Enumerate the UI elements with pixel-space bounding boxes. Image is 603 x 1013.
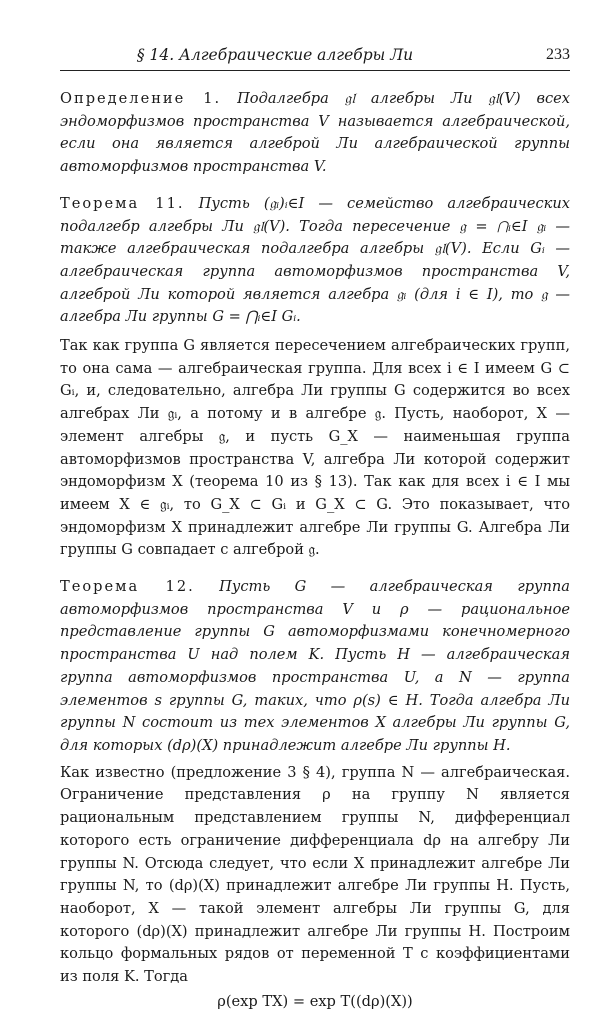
theorem-12-label: Теорема 12. [60,578,195,596]
header-rule [60,70,570,71]
definition-text: Подалгебра 𝔤𝔩 алгебры Ли 𝔤𝔩(V) всех эндоморфизмов пространства V называется алгебраической, если она является алгеброй Ли алгебраической группы автоморфизмов пространства V. [60,90,570,176]
running-header [60,44,570,66]
definition-label: Определение 1. [60,90,222,107]
theorem-11-label: Теорема 11. [60,194,185,212]
header-title: § 14. Алгебраические алгебры Ли [136,46,414,64]
display-formula: ρ(exp TX) = exp T((dρ)(X)) [217,992,413,1010]
proof-11: Так как группа G является пересечением алгебраических групп, то она сама — алгебраическая группа. Для всех i ∈ I имеем G ⊂ Gᵢ, и, следовательно, алгебра Ли группы G содержится во всех алгебрах Ли 𝔤ᵢ, а потому и в алгебре 𝔤. Пусть, наоборот, X — элемент алгебры 𝔤, и пусть G_X — наименьшая группа автоморфизмов пространства V, алгебра Ли которой содержит эндоморфизм X (теорема 10 из § 13). Так как для всех i ∈ I мы имеем X ∈ 𝔤ᵢ, то G_X ⊂ Gᵢ и G_X ⊂ G. Это показывает, что эндоморфизм X принадлежит алгебре Ли группы G. Алгебра Ли группы G совпадает с алгеброй 𝔤. [60,337,570,559]
page-body [60,88,570,1013]
page-number: 233 [546,46,570,63]
theorem-11-text: Пусть (𝔤ᵢ)ᵢ∈I — семейство алгебраических подалгебр алгебры Ли 𝔤𝔩(V). Тогда пересечение 𝔤 = ⋂ᵢ∈I 𝔤ᵢ — также алгебраическая подалгебра алгебры 𝔤𝔩(V). Если Gᵢ — алгебраическая группа автоморфизмов пространства V, алгеброй Ли которой является алгебра 𝔤ᵢ (для i ∈ I), то 𝔤 — алгебра Ли группы G = ⋂ᵢ∈I Gᵢ. [60,194,570,326]
definition-1 [60,88,570,179]
theorem-12 [60,576,570,758]
theorem-11 [60,193,570,329]
theorem-12-text: Пусть G — алгебраическая группа автоморфизмов пространства V и ρ — рациональное представление группы G автоморфизмами конечномерного пространства U над полем K. Пусть H — алгебраическая группа автоморфизмов пространства U, а N — группа элементов s группы G, таких, что ρ(s) ∈ H. Тогда алгебра Ли группы N состоит из тех элементов X алгебры Ли группы G, для которых (dρ)(X) принадлежит алгебре Ли группы H. [60,578,570,754]
proof-12: Как известно (предложение 3 § 4), группа N — алгебраическая. Ограничение представления ρ на группу N является рациональным представлением группы N, дифференциал которого есть ограничение дифференциала dρ на алгебру Ли группы N. Отсюда следует, что если X принадлежит алгебре Ли группы N, то (dρ)(X) принадлежит алгебре Ли группы H. Пусть, наоборот, X — такой элемент алгебры Ли группы G, для которого (dρ)(X) принадлежит алгебре Ли группы H. Построим кольцо формальных рядов от переменной T с коэффициентами из поля K. Тогда [60,763,570,986]
